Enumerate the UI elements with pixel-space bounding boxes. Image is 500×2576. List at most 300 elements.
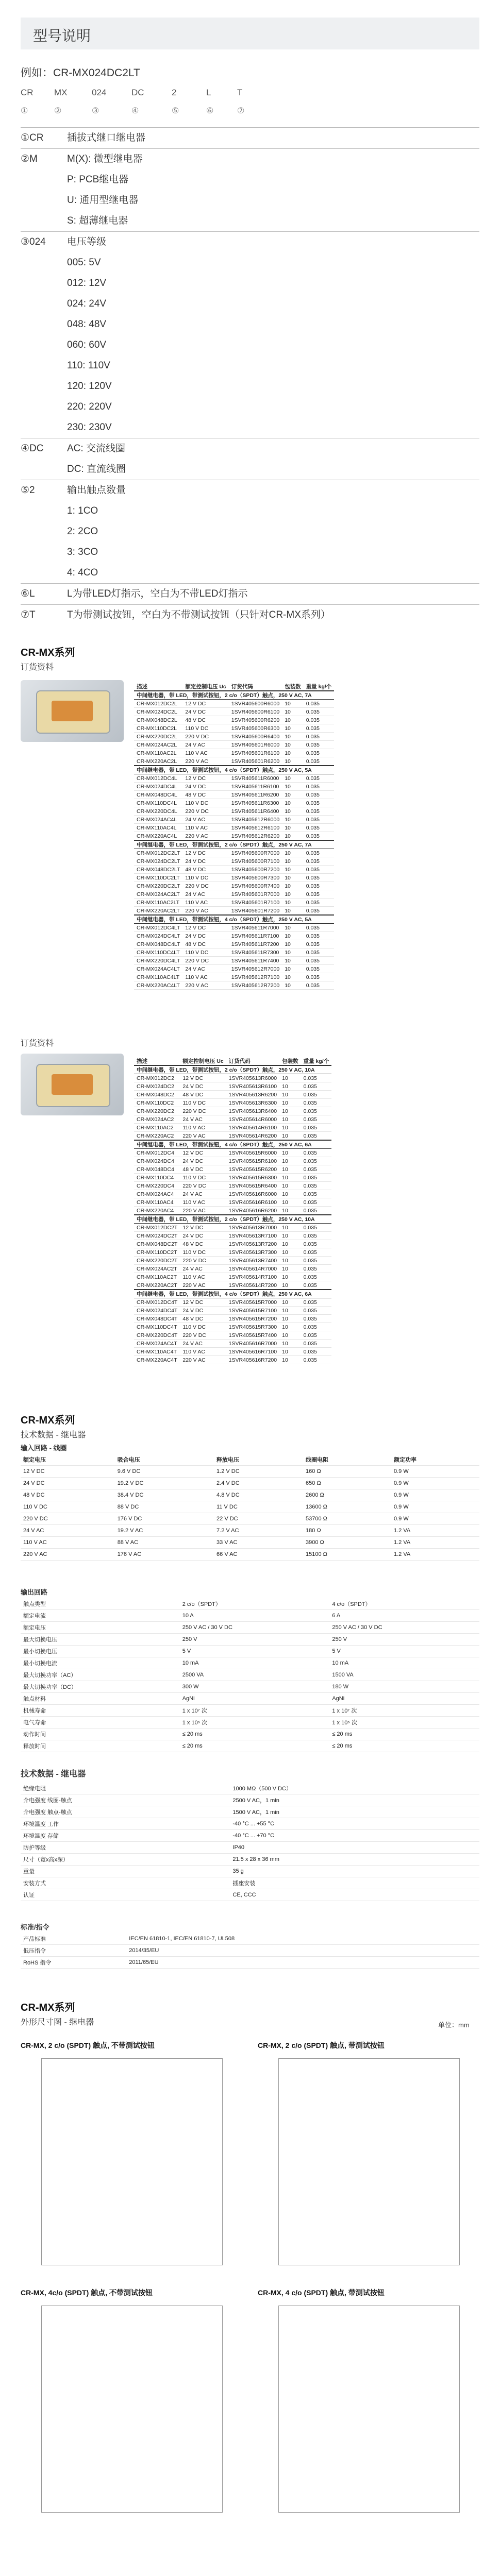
table-cell: 10 (279, 1273, 301, 1281)
table-cell: 0.035 (301, 1281, 332, 1290)
relay-photo-1 (21, 680, 124, 742)
table-row (21, 1646, 479, 1657)
table-cell: 10 (282, 849, 304, 857)
table-cell: 1SVR405615R7100 (226, 1307, 279, 1315)
table-cell: 1SVR405615R6400 (226, 1182, 279, 1190)
position-5: ⑤ (172, 107, 179, 115)
table-cell: 110 V AC (180, 1273, 226, 1281)
table-cell: 9.6 V DC (115, 1466, 214, 1478)
table-row (134, 1248, 331, 1257)
definition-text: U: 通用型继电器 (67, 195, 139, 206)
column-header: 重量 kg/个 (301, 1057, 332, 1065)
table-row (134, 965, 334, 973)
table-cell: ≤ 20 ms (329, 1728, 479, 1740)
group-row (134, 915, 334, 924)
table-cell: 24 V AC (182, 816, 228, 824)
table-row (134, 774, 334, 783)
table-cell: 0.9 W (391, 1466, 479, 1478)
table-cell: 10 (282, 799, 304, 807)
table-cell: 5 V (180, 1646, 330, 1657)
table-cell: 1SVR405600R7300 (229, 874, 282, 882)
table-cell: CR-MX012DC4T (134, 1298, 180, 1307)
table-cell: 250 V (329, 1634, 479, 1646)
table-cell: CR-MX024AC2T (134, 1265, 180, 1273)
order-table-1 (134, 683, 334, 990)
table-cell: 1SVR405613R6300 (226, 1099, 279, 1107)
table-cell: 12 V DC (182, 924, 228, 932)
group-title: 中间继电器，带 LED，带测试按钮，2 c/o（SPDT）触点，250 V AC, 10A (134, 1215, 331, 1224)
table-cell: CR-MX110DC2LT (134, 874, 182, 882)
definition-text: 4: 4CO (67, 567, 98, 578)
table-cell: 220 V DC (21, 1513, 115, 1525)
table-cell: 额定电压 (21, 1622, 180, 1634)
table-cell: 1 x 10⁵ 次 (329, 1717, 479, 1728)
table-cell: 10 (279, 1257, 301, 1265)
group-title: 中间继电器，带 LED，带测试按钮，4 c/o（SPDT）触点，250 V AC, 6A (134, 1290, 331, 1298)
table-cell: 220 V AC (180, 1132, 226, 1141)
definition-row (21, 211, 479, 231)
table-cell: 0.035 (301, 1224, 332, 1232)
table-row (134, 1224, 331, 1232)
group-title: 中间继电器，带 LED，带测试按钮，2 c/o（SPDT）触点，250 V AC, 7A (134, 840, 334, 849)
table-cell: 4.8 V DC (214, 1489, 303, 1501)
column-header: 包装数 (282, 683, 304, 691)
table-row (21, 1783, 479, 1794)
group-title: 中间继电器，带 LED，带测试按钮，4 c/o（SPDT）触点，250 V AC, 6A (134, 1140, 331, 1149)
table-cell: 0.035 (301, 1315, 332, 1323)
table-cell: 48 V DC (182, 791, 228, 799)
table-cell: 1SVR405600R6200 (229, 716, 282, 724)
table-row (134, 866, 334, 874)
definition-row (21, 314, 479, 335)
table-cell: 11 V DC (214, 1501, 303, 1513)
table-cell: 10 (279, 1132, 301, 1141)
table-cell: 220 V AC (182, 907, 228, 916)
output-table (21, 1598, 479, 1752)
table-cell: CR-MX024AC2 (134, 1115, 180, 1124)
table-cell: 1SVR405600R6000 (229, 700, 282, 708)
table-row (134, 857, 334, 866)
table-cell: 0.035 (301, 1265, 332, 1273)
table-cell: 220 V AC (182, 832, 228, 841)
table-cell: 10 (279, 1331, 301, 1340)
table-cell: CR-MX110AC4 (134, 1198, 180, 1207)
table-row (134, 1132, 331, 1141)
table-cell: 0.035 (304, 857, 335, 866)
column-header: 额定功率 (391, 1454, 479, 1466)
table-row (21, 1806, 479, 1818)
table-row (134, 1265, 331, 1273)
definition-text: 2: 2CO (67, 526, 98, 537)
group-row (134, 840, 334, 849)
table-row (134, 1107, 331, 1115)
table-cell: 13600 Ω (303, 1501, 391, 1513)
table-cell: 重量 (21, 1866, 230, 1877)
table-cell: 0.035 (304, 791, 335, 799)
table-cell: 1SVR405615R7300 (226, 1323, 279, 1331)
table-row (21, 1622, 479, 1634)
table-row (21, 1717, 479, 1728)
table-cell: 0.035 (301, 1356, 332, 1364)
table-cell: IP40 (230, 1842, 479, 1854)
table-cell: 19.2 V AC (115, 1525, 214, 1537)
table-cell: 1SVR405615R7000 (226, 1298, 279, 1307)
table-cell: 10 mA (329, 1657, 479, 1669)
table-cell: CR-MX024AC4LT (134, 965, 182, 973)
table-cell: 1 x 10⁵ 次 (180, 1717, 330, 1728)
table-cell: 1SVR405616R7100 (226, 1348, 279, 1356)
table-cell: 48 V DC (182, 940, 228, 948)
table-cell: 10 (282, 791, 304, 799)
table-cell: CR-MX012DC4L (134, 774, 182, 783)
table-cell: 1SVR405600R6100 (229, 708, 282, 716)
table-cell: 1.2 V DC (214, 1466, 303, 1478)
table-cell: 10 (279, 1099, 301, 1107)
table-cell: CR-MX220DC4LT (134, 957, 182, 965)
table-cell: 110 V DC (180, 1248, 226, 1257)
table-cell: CR-MX110DC4T (134, 1323, 180, 1331)
table-cell: 250 V AC / 30 V DC (180, 1622, 330, 1634)
table-cell: 1SVR405611R7000 (229, 924, 282, 932)
table-cell: 10 (282, 890, 304, 899)
table-cell: 0.035 (304, 824, 335, 832)
table-cell: CR-MX220AC4LT (134, 981, 182, 990)
table-cell: 10 (282, 757, 304, 766)
table-cell: 48 V DC (182, 866, 228, 874)
table-row (134, 940, 334, 948)
table-cell: 220 V DC (180, 1257, 226, 1265)
table-cell: CR-MX048DC4L (134, 791, 182, 799)
table-cell: 24 V AC (180, 1190, 226, 1198)
table-cell: CR-MX110DC4 (134, 1174, 180, 1182)
table-cell: CR-MX024AC4T (134, 1340, 180, 1348)
table-cell: CR-MX024DC2LT (134, 857, 182, 866)
definition-row (21, 542, 479, 563)
table-cell: CR-MX220DC2LT (134, 882, 182, 890)
table-cell: 10 (279, 1281, 301, 1290)
table-row (134, 1074, 331, 1082)
table-row (21, 1549, 479, 1561)
table-cell: 0.035 (301, 1298, 332, 1307)
table-cell: CR-MX110DC4L (134, 799, 182, 807)
table-cell: CR-MX024DC2L (134, 708, 182, 716)
table-cell: 0.035 (301, 1074, 332, 1082)
table-row (134, 1174, 331, 1182)
definition-text: 005: 5V (67, 257, 101, 268)
table-cell: 10 (279, 1248, 301, 1257)
definition-text: L为带LED灯指示，空白为不带LED灯指示 (67, 588, 248, 599)
table-row (134, 1165, 331, 1174)
table-cell: AgNi (329, 1693, 479, 1705)
relay-photo-2 (21, 1054, 124, 1115)
table-cell: 10 (279, 1124, 301, 1132)
table-cell: 1SVR405615R7400 (226, 1331, 279, 1340)
definition-row (21, 190, 479, 211)
table-cell: 0.035 (304, 874, 335, 882)
table-cell: CR-MX024DC2 (134, 1082, 180, 1091)
table-row (134, 1323, 331, 1331)
table-cell: 10 (279, 1115, 301, 1124)
definition-text: S: 超薄继电器 (67, 215, 128, 226)
table-row (21, 1933, 479, 1945)
definition-text: 230: 230V (67, 422, 112, 433)
table-cell: 释放时间 (21, 1740, 180, 1752)
table-cell: 0.035 (301, 1240, 332, 1248)
table-cell: 650 Ω (303, 1478, 391, 1489)
table-cell: 10 (279, 1315, 301, 1323)
table-cell: 0.035 (301, 1149, 332, 1157)
table-cell: CR-MX024DC4LT (134, 932, 182, 940)
table-cell: 176 V DC (115, 1513, 214, 1525)
table-cell: 1SVR405616R7000 (226, 1340, 279, 1348)
table-cell: 0.035 (301, 1091, 332, 1099)
table-cell: 1SVR405614R7200 (226, 1281, 279, 1290)
table-cell: 0.035 (304, 924, 335, 932)
series2-subtitle: 订货资料 (21, 1039, 54, 1048)
table-cell: 10 (282, 774, 304, 783)
table-cell: ≤ 20 ms (180, 1728, 330, 1740)
model-definitions (21, 127, 479, 625)
table-cell: 220 V DC (180, 1107, 226, 1115)
table-cell: 48 V DC (180, 1091, 226, 1099)
table-cell: 1SVR405601R7200 (229, 907, 282, 916)
table-row (134, 1232, 331, 1240)
definition-row (21, 231, 479, 252)
table-cell: -40 °C ... +55 °C (230, 1818, 479, 1830)
definition-label: ⑤2 (21, 485, 35, 496)
table-row (134, 708, 334, 716)
column-header: 线圈电阻 (303, 1454, 391, 1466)
table-row (21, 1945, 479, 1957)
table-row (134, 1257, 331, 1265)
group-title: 中间继电器，带 LED，带测试按钮，2 c/o（SPDT）触点，250 V AC, 10A (134, 1065, 331, 1074)
table-cell: 介电强度 触点-触点 (21, 1806, 230, 1818)
table-cell: ≤ 20 ms (180, 1740, 330, 1752)
definition-text: 插拔式继口继电器 (67, 132, 146, 143)
table-cell: 10 (279, 1240, 301, 1248)
table-cell: CR-MX220AC2 (134, 1132, 180, 1141)
table-cell: 1SVR405600R6400 (229, 733, 282, 741)
table-cell: 10 (279, 1190, 301, 1198)
table-row (134, 890, 334, 899)
table-row (134, 749, 334, 757)
table-cell: 10 (282, 716, 304, 724)
table-cell: CR-MX110AC2L (134, 749, 182, 757)
table-row (134, 824, 334, 832)
table-cell: 110 V DC (180, 1174, 226, 1182)
drawings-unit: 单位：mm (438, 2021, 470, 2029)
table-cell: 0.035 (304, 907, 335, 916)
table-cell: -40 °C ... +70 °C (230, 1830, 479, 1842)
definition-row (21, 438, 479, 459)
table-cell: 10 (282, 741, 304, 749)
table-cell: 0.035 (304, 700, 335, 708)
table-cell: 0.035 (304, 866, 335, 874)
drawing-3 (41, 2306, 223, 2513)
table-cell: 1SVR405611R6400 (229, 807, 282, 816)
drawing-label-4: CR-MX, 4 c/o (SPDT) 触点, 带测试按钮 (258, 2289, 385, 2297)
group-title: 中间继电器，带 LED，带测试按钮，2 c/o（SPDT）触点，250 V AC, 7A (134, 691, 334, 700)
coil-label: 输入回路 - 线圈 (21, 1444, 67, 1452)
definition-label: ③024 (21, 236, 46, 247)
table-cell: 10 (282, 882, 304, 890)
table-row (134, 733, 334, 741)
table-cell: 10 (279, 1207, 301, 1215)
table-cell: 0.035 (301, 1248, 332, 1257)
table-cell: 10 (279, 1107, 301, 1115)
table-cell: 环境温度 工作 (21, 1818, 230, 1830)
table-cell: CR-MX012DC2T (134, 1224, 180, 1232)
table-cell: 24 V AC (182, 741, 228, 749)
table-cell: 0.035 (301, 1207, 332, 1215)
table-cell: 1SVR405600R7000 (229, 849, 282, 857)
table-cell: 110 V DC (180, 1099, 226, 1107)
table-cell: 0.035 (304, 973, 335, 981)
table-cell: 0.035 (304, 733, 335, 741)
table-cell: CR-MX220AC4T (134, 1356, 180, 1364)
table-cell: 220 V DC (180, 1182, 226, 1190)
definition-text: 048: 48V (67, 319, 107, 330)
table-cell: CR-MX024AC4L (134, 816, 182, 824)
table-row (134, 899, 334, 907)
table-cell: 10 (279, 1174, 301, 1182)
table-cell: 10 (279, 1165, 301, 1174)
table-cell: 110 V AC (182, 824, 228, 832)
table-cell: 12 V DC (180, 1224, 226, 1232)
definition-row (21, 273, 479, 294)
table-cell: 0.9 W (391, 1501, 479, 1513)
table-cell: 10 (279, 1307, 301, 1315)
drawing-label-2: CR-MX, 2 c/o (SPDT) 触点, 带测试按钮 (258, 2041, 385, 2049)
column-header: 订货代码 (226, 1057, 279, 1065)
table-cell: 24 V DC (180, 1307, 226, 1315)
definition-row (21, 521, 479, 542)
position-7: ⑦ (237, 107, 245, 115)
definition-row (21, 480, 479, 501)
definition-row (21, 604, 479, 625)
table-row (134, 874, 334, 882)
column-header: 包装数 (279, 1057, 301, 1065)
table-cell: 1500 VA (329, 1669, 479, 1681)
table-cell: 110 V AC (21, 1537, 115, 1549)
table-cell: 1SVR405614R7100 (226, 1273, 279, 1281)
table-cell: CR-MX024DC4L (134, 783, 182, 791)
table-cell: 0.035 (304, 783, 335, 791)
group-title: 中间继电器，带 LED，带测试按钮，4 c/o（SPDT）触点，250 V AC, 5A (134, 766, 334, 774)
table-cell: 110 V DC (182, 874, 228, 882)
table-row (134, 932, 334, 940)
table-row (21, 1957, 479, 1969)
code-mx: MX (54, 88, 68, 97)
table-row (21, 1598, 479, 1610)
table-row (134, 791, 334, 799)
table-cell: 最大切换功率（AC） (21, 1669, 180, 1681)
series1-title: CR-MX系列 (21, 647, 75, 658)
table-cell: 10 (282, 700, 304, 708)
table-cell: 最小切换电流 (21, 1657, 180, 1669)
table-cell: 10 (279, 1348, 301, 1356)
table-row (21, 1842, 479, 1854)
table-row (21, 1877, 479, 1889)
section-title: 型号说明 (33, 28, 91, 44)
table-cell: 220 V DC (180, 1331, 226, 1340)
table-cell: CR-MX048DC2 (134, 1091, 180, 1099)
group-row (134, 1215, 331, 1224)
table-cell: CR-MX012DC4LT (134, 924, 182, 932)
table-row (134, 981, 334, 990)
table-row (134, 1082, 331, 1091)
table-row (134, 799, 334, 807)
table-cell: 1SVR405616R6100 (226, 1198, 279, 1207)
table-cell: 10 (279, 1232, 301, 1240)
general-title: 技术数据 - 继电器 (21, 1770, 86, 1778)
table-cell: 180 W (329, 1681, 479, 1693)
table-cell: 0.035 (304, 774, 335, 783)
table-cell: 1SVR405611R7200 (229, 940, 282, 948)
definition-label: ④DC (21, 443, 44, 454)
code-test: T (237, 88, 243, 97)
table-cell: 10 (282, 907, 304, 916)
table-row (134, 1182, 331, 1190)
table-cell: 尺寸（宽x高x深） (21, 1854, 230, 1866)
table-cell: 38.4 V DC (115, 1489, 214, 1501)
table-cell: 48 V DC (21, 1489, 115, 1501)
group-row (134, 1290, 331, 1298)
table-cell: 0.035 (301, 1099, 332, 1107)
table-cell: 0.035 (301, 1323, 332, 1331)
table-cell: 0.035 (304, 708, 335, 716)
tech-series-title: CR-MX系列 (21, 1415, 75, 1426)
table-row (21, 1818, 479, 1830)
table-cell: 66 V AC (214, 1549, 303, 1561)
table-cell: 1SVR405615R6200 (226, 1165, 279, 1174)
table-cell: 7.2 V AC (214, 1525, 303, 1537)
table-cell: 额定电流 (21, 1610, 180, 1622)
table-cell: CR-MX220DC4 (134, 1182, 180, 1190)
table-cell: 12 V DC (182, 849, 228, 857)
position-6: ⑥ (206, 107, 214, 115)
table-cell: 1SVR405600R7100 (229, 857, 282, 866)
table-cell: 10 (279, 1340, 301, 1348)
table-cell: CR-MX220DC2 (134, 1107, 180, 1115)
table-cell: 2500 V AC，1 min (230, 1794, 479, 1806)
table-cell: 1SVR405611R7100 (229, 932, 282, 940)
definition-text: AC: 交流线圈 (67, 443, 125, 454)
standards-title: 标准/指令 (21, 1923, 49, 1931)
table-cell: 0.035 (304, 757, 335, 766)
table-cell: 24 V DC (182, 932, 228, 940)
definition-row (21, 127, 479, 148)
table-cell: 1SVR405614R6000 (226, 1115, 279, 1124)
table-cell: 1SVR405613R7200 (226, 1240, 279, 1248)
code-dc: DC (131, 88, 144, 97)
table-cell: 5 V (329, 1646, 479, 1657)
table-cell: 0.035 (301, 1115, 332, 1124)
table-cell: 88 V AC (115, 1537, 214, 1549)
table-cell: 24 V AC (182, 965, 228, 973)
table-cell: CR-MX220AC4 (134, 1207, 180, 1215)
table-row (134, 741, 334, 749)
table-cell: 160 Ω (303, 1466, 391, 1478)
table-cell: 220 V AC (182, 981, 228, 990)
drawing-label-3: CR-MX, 4c/o (SPDT) 触点, 不带测试按钮 (21, 2289, 153, 2297)
table-row (21, 1466, 479, 1478)
group-row (134, 691, 334, 700)
table-cell: 10 (279, 1298, 301, 1307)
table-cell: 10 (282, 807, 304, 816)
column-header: 描述 (134, 683, 182, 691)
table-cell: 24 V DC (180, 1082, 226, 1091)
